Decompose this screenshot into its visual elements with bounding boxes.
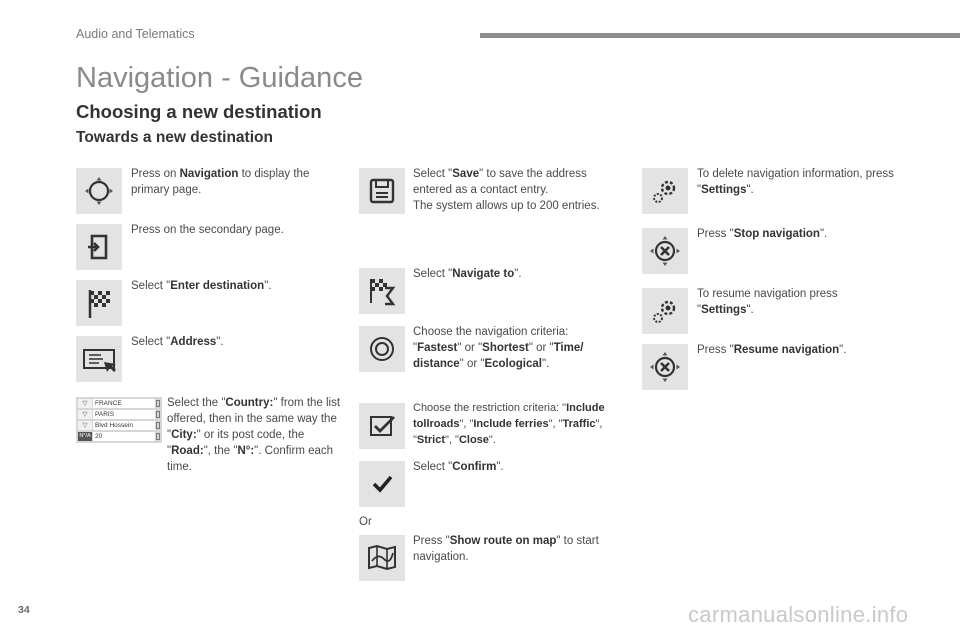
section-header: Audio and Telematics [76,27,195,41]
list-item: ▽ Blvd Hossein [78,421,160,430]
stop-navigation-icon [642,228,688,274]
resume-navigation-icon [642,344,688,390]
navigate-to-flag-icon [359,268,405,314]
confirm-check-icon [359,461,405,507]
list-item: ▽ FRANCE [78,399,160,408]
checkered-flag-icon [76,280,122,326]
address-card-icon [76,336,122,382]
step-enter-destination: Select "Enter destination". [131,280,272,292]
settings-gear-icon [642,288,688,334]
sub-heading: Towards a new destination [76,129,273,146]
step-resume-settings: To resume navigation press "Settings". [697,288,838,316]
secondary-page-icon [76,224,122,270]
step-stop-navigation: Press "Stop navigation". [697,228,828,240]
address-list-preview [76,397,162,443]
step-delete-info: To delete navigation information, press "Settings". [697,168,894,196]
watermark: carmanualsonline.info [688,602,909,627]
restriction-checklist-icon [359,403,405,449]
step-country-city: Select the "Country:" from the list offered, then in the same way the "City:" or its post code, the "Road:", the "N°:". Confirm each time. [167,397,341,473]
route-criteria-icon [359,326,405,372]
section-heading: Choosing a new destination [76,101,322,122]
step-show-route: Press "Show route on map" to start navigation. [413,535,599,563]
step-secondary-page: Press on the secondary page. [131,224,284,236]
navigation-compass-icon [76,168,122,214]
step-navigation-criteria: Choose the navigation criteria: "Fastest" or "Shortest" or "Time/ distance" or "Ecological". [413,326,584,370]
step-restriction-criteria: Choose the restriction criteria: "Include tollroads", "Include ferries", "Traffic", "Strict", "Close". [413,402,605,446]
step-address: Select "Address". [131,336,224,348]
step-confirm: Select "Confirm". [413,461,504,473]
list-item: N°/A 20 [78,432,160,441]
step-navigate-to: Select "Navigate to". [413,268,522,280]
route-map-icon [359,535,405,581]
step-navigation: Press on Navigation to display the primary page. [131,168,310,196]
page-number: 34 [18,604,30,616]
step-resume-navigation: Press "Resume navigation". [697,344,847,356]
settings-gear-icon [642,168,688,214]
or-label: Or [359,516,372,528]
save-icon [359,168,405,214]
page-title: Navigation - Guidance [76,62,363,94]
header-rule [480,33,960,38]
list-item: ▽ PARIS [78,410,160,419]
step-save: Select "Save" to save the address entered as a contact entry. The system allows up to 200 entries. [413,168,600,212]
